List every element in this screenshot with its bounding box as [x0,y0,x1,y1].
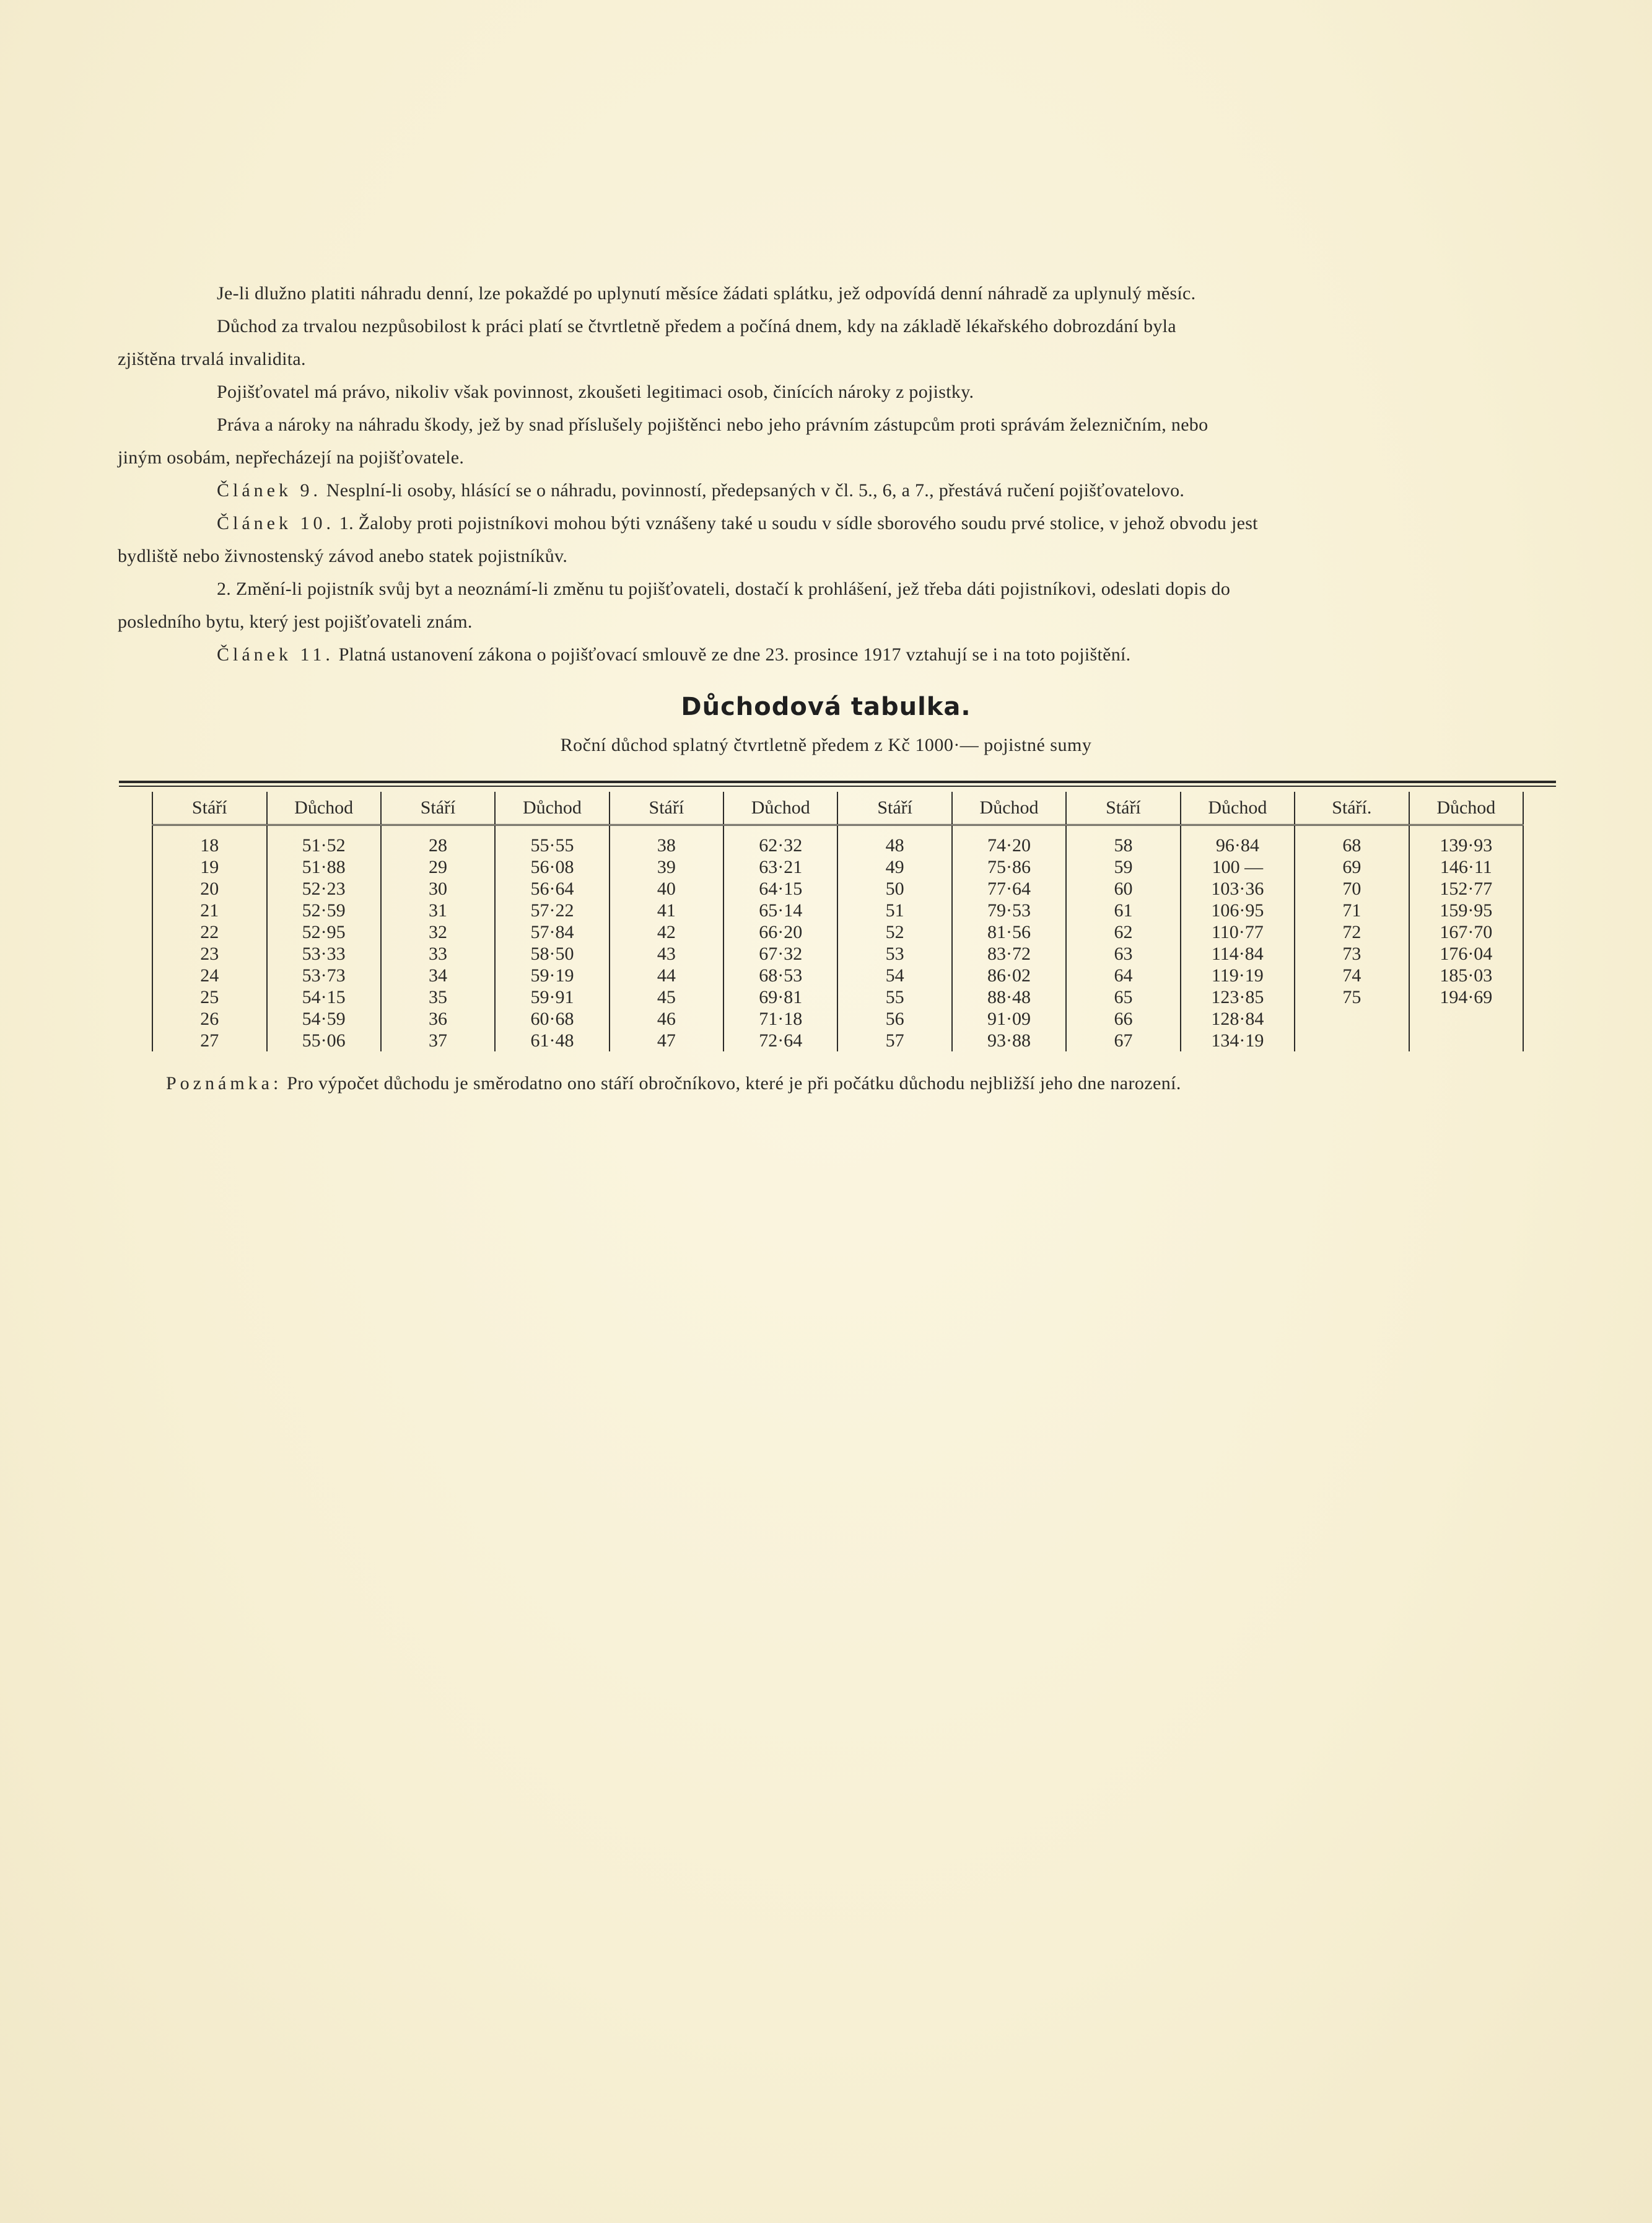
header-pension: Důchod [723,792,837,825]
header-pension: Důchod [495,792,609,825]
pension-cell: 62·32 [723,835,837,856]
pension-cell: 58·50 [495,943,609,965]
age-cell: 38 [610,835,724,856]
age-cell: 74 [1295,965,1409,986]
age-cell: 66 [1066,1008,1181,1030]
spacer-cell [610,825,724,835]
article-9-text: Nesplní-li osoby, hlásící se o náhradu, povinností, předepsaných v čl. 5., 6, a 7., přestává ručení pojišťovatelovo. [326,480,1185,501]
age-cell: 31 [381,900,496,921]
paragraph-damage-claims-cont: jiným osobám, nepřecházejí na pojišťovatele. [118,447,465,468]
age-cell: 75 [1295,986,1409,1008]
pension-cell: 159·95 [1409,900,1523,921]
spacer-cell [1181,825,1295,835]
age-cell: 33 [381,943,496,965]
header-age: Stáří. [1295,792,1409,825]
pension-cell: 128·84 [1181,1008,1295,1030]
age-cell: 53 [837,943,952,965]
pension-cell: 51·52 [267,835,381,856]
pension-cell: 134·19 [1181,1030,1295,1051]
pension-cell: 51·88 [267,856,381,878]
age-cell: 36 [381,1008,496,1030]
age-cell: 49 [837,856,952,878]
article-11-label: Článek 11. [217,644,334,665]
pension-cell: 71·18 [723,1008,837,1030]
pension-cell: 91·09 [952,1008,1066,1030]
age-cell: 29 [381,856,496,878]
pension-cell: 93·88 [952,1030,1066,1051]
pension-cell: 56·08 [495,856,609,878]
age-cell: 67 [1066,1030,1181,1051]
paragraph-legitimacy: Pojišťovatel má právo, nikoliv však povinnost, zkoušeti legitimaci osob, činících nároky z pojistky. [217,382,974,402]
age-cell: 20 [152,878,267,900]
header-age: Stáří [152,792,267,825]
pension-cell: 110·77 [1181,921,1295,943]
pension-cell: 79·53 [952,900,1066,921]
age-cell [1295,1030,1409,1051]
age-cell: 26 [152,1008,267,1030]
pension-cell: 61·48 [495,1030,609,1051]
pension-cell: 60·68 [495,1008,609,1030]
age-cell: 28 [381,835,496,856]
header-age: Stáří [381,792,496,825]
age-cell: 65 [1066,986,1181,1008]
pension-cell: 57·22 [495,900,609,921]
article-10 [118,507,1555,540]
spacer-cell [267,825,381,835]
pension-cell: 64·15 [723,878,837,900]
table-row [152,921,1523,943]
pension-cell: 103·36 [1181,878,1295,900]
pension-cell: 53·33 [267,943,381,965]
age-cell: 19 [152,856,267,878]
table-row [152,965,1523,986]
spacer-cell [1295,825,1409,835]
table-subtitle: Roční důchod splatný čtvrtletně předem z Kč 1000·— pojistné sumy [560,735,1092,755]
pension-cell: 114·84 [1181,943,1295,965]
pension-cell: 68·53 [723,965,837,986]
article-11 [118,638,1555,671]
table-row [152,856,1523,878]
age-cell: 70 [1295,878,1409,900]
article-10-text: 1. Žaloby proti pojistníkovi mohou býti vznášeny také u soudu v sídle sborového soudu prvé stolice, v jehož obvodu jest [339,513,1258,533]
age-cell: 32 [381,921,496,943]
age-cell: 48 [837,835,952,856]
age-cell: 69 [1295,856,1409,878]
table-row [152,943,1523,965]
article-9 [118,474,1555,507]
age-cell: 35 [381,986,496,1008]
header-age: Stáří [837,792,952,825]
age-cell: 18 [152,835,267,856]
article-10-cont: bydliště nebo živnostenský závod anebo statek pojistníkův. [118,546,568,566]
pension-cell: 86·02 [952,965,1066,986]
age-cell: 41 [610,900,724,921]
table-title: Důchodová tabulka. [681,693,971,721]
article-9-label: Článek 9. [217,480,321,501]
paragraph-invalidity-pension: Důchod za trvalou nezpůsobilost k práci platí se čtvrtletně předem a počíná dnem, kdy na základě lékařského dobrozdání byla [217,316,1176,336]
pension-cell: 119·19 [1181,965,1295,986]
age-cell: 40 [610,878,724,900]
pension-cell: 54·15 [267,986,381,1008]
spacer-cell [381,825,496,835]
age-cell: 72 [1295,921,1409,943]
header-pension: Důchod [1181,792,1295,825]
age-cell: 58 [1066,835,1181,856]
spacer-cell [1066,825,1181,835]
pension-cell: 52·59 [267,900,381,921]
table-body [152,825,1523,1052]
pension-cell: 56·64 [495,878,609,900]
pension-cell: 57·84 [495,921,609,943]
header-pension: Důchod [952,792,1066,825]
paragraph-damage-claims: Práva a nároky na náhradu škody, jež by snad příslušely pojištěnci nebo jeho právním zástupcům proti správám železničním, nebo [217,414,1208,435]
pension-table [152,792,1524,1051]
header-pension: Důchod [1409,792,1523,825]
age-cell: 22 [152,921,267,943]
age-cell: 68 [1295,835,1409,856]
pension-cell: 123·85 [1181,986,1295,1008]
age-cell: 46 [610,1008,724,1030]
pension-cell: 88·48 [952,986,1066,1008]
pension-cell: 176·04 [1409,943,1523,965]
age-cell: 51 [837,900,952,921]
pension-cell: 53·73 [267,965,381,986]
pension-cell: 59·91 [495,986,609,1008]
age-cell: 55 [837,986,952,1008]
pension-cell: 81·56 [952,921,1066,943]
pension-cell: 194·69 [1409,986,1523,1008]
pension-cell: 69·81 [723,986,837,1008]
pension-cell [1409,1008,1523,1030]
age-cell: 43 [610,943,724,965]
pension-cell: 139·93 [1409,835,1523,856]
header-age: Stáří [610,792,724,825]
pension-cell: 83·72 [952,943,1066,965]
header-age: Stáří [1066,792,1181,825]
age-cell: 57 [837,1030,952,1051]
spacer-cell [1409,825,1523,835]
age-cell: 42 [610,921,724,943]
age-cell: 61 [1066,900,1181,921]
age-cell [1295,1008,1409,1030]
age-cell: 47 [610,1030,724,1051]
age-cell: 62 [1066,921,1181,943]
pension-cell: 55·06 [267,1030,381,1051]
age-cell: 63 [1066,943,1181,965]
pension-cell: 74·20 [952,835,1066,856]
age-cell: 39 [610,856,724,878]
pension-cell: 75·86 [952,856,1066,878]
table-spacer-row [152,825,1523,835]
footnote [166,1073,1181,1094]
table-row [152,1008,1523,1030]
table-row [152,986,1523,1008]
age-cell: 44 [610,965,724,986]
pension-cell: 152·77 [1409,878,1523,900]
pension-cell: 72·64 [723,1030,837,1051]
spacer-cell [152,825,267,835]
age-cell: 54 [837,965,952,986]
pension-cell: 52·95 [267,921,381,943]
spacer-cell [952,825,1066,835]
spacer-cell [837,825,952,835]
pension-cell: 67·32 [723,943,837,965]
pension-cell: 100 — [1181,856,1295,878]
age-cell: 50 [837,878,952,900]
pension-cell: 54·59 [267,1008,381,1030]
pension-cell: 77·64 [952,878,1066,900]
pension-cell: 55·55 [495,835,609,856]
pension-cell: 59·19 [495,965,609,986]
age-cell: 30 [381,878,496,900]
pension-cell: 96·84 [1181,835,1295,856]
terms-text [118,277,1555,671]
age-cell: 64 [1066,965,1181,986]
paragraph-daily-compensation: Je-li dlužno platiti náhradu denní, lze pokaždé po uplynutí měsíce žádati splátku, jež odpovídá denní náhradě za uplynulý měsíc. [217,283,1196,304]
age-cell: 37 [381,1030,496,1051]
table-row [152,878,1523,900]
age-cell: 52 [837,921,952,943]
age-cell: 27 [152,1030,267,1051]
spacer-cell [723,825,837,835]
age-cell: 56 [837,1008,952,1030]
pension-cell: 185·03 [1409,965,1523,986]
pension-cell: 146·11 [1409,856,1523,878]
age-cell: 21 [152,900,267,921]
paragraph-invalidity-pension-cont: zjištěna trvalá invalidita. [118,349,306,369]
pension-cell: 106·95 [1181,900,1295,921]
age-cell: 23 [152,943,267,965]
article-10-label: Článek 10. [217,513,334,533]
footnote-text: Pro výpočet důchodu je směrodatno ono stáří obročníkovo, které je při počátku důchodu nejbližší jeho dne narození. [287,1073,1181,1094]
table-top-rule [119,781,1556,783]
pension-cell: 63·21 [723,856,837,878]
age-cell: 73 [1295,943,1409,965]
age-cell: 71 [1295,900,1409,921]
table-top-rule-thin [119,786,1556,787]
pension-table-grid [152,792,1524,1051]
age-cell: 60 [1066,878,1181,900]
pension-cell: 66·20 [723,921,837,943]
table-row [152,1030,1523,1051]
article-10-part-2-cont: posledního bytu, který jest pojišťovateli znám. [118,612,473,632]
age-cell: 59 [1066,856,1181,878]
age-cell: 24 [152,965,267,986]
pension-cell [1409,1030,1523,1051]
age-cell: 34 [381,965,496,986]
pension-cell: 65·14 [723,900,837,921]
article-10-part-2: 2. Změní-li pojistník svůj byt a neoznámí-li změnu tu pojišťovateli, dostačí k prohlášení, jež třeba dáti pojistníkovi, odeslati dopis do [217,579,1231,599]
article-11-text: Platná ustanovení zákona o pojišťovací smlouvě ze dne 23. prosince 1917 vztahují se i na toto pojištění. [338,644,1131,665]
spacer-cell [495,825,609,835]
age-cell: 25 [152,986,267,1008]
table-row [152,900,1523,921]
age-cell: 45 [610,986,724,1008]
footnote-label: Poznámka: [166,1073,282,1094]
header-pension: Důchod [267,792,381,825]
pension-cell: 167·70 [1409,921,1523,943]
table-row [152,835,1523,856]
pension-cell: 52·23 [267,878,381,900]
table-header-row [152,792,1523,825]
